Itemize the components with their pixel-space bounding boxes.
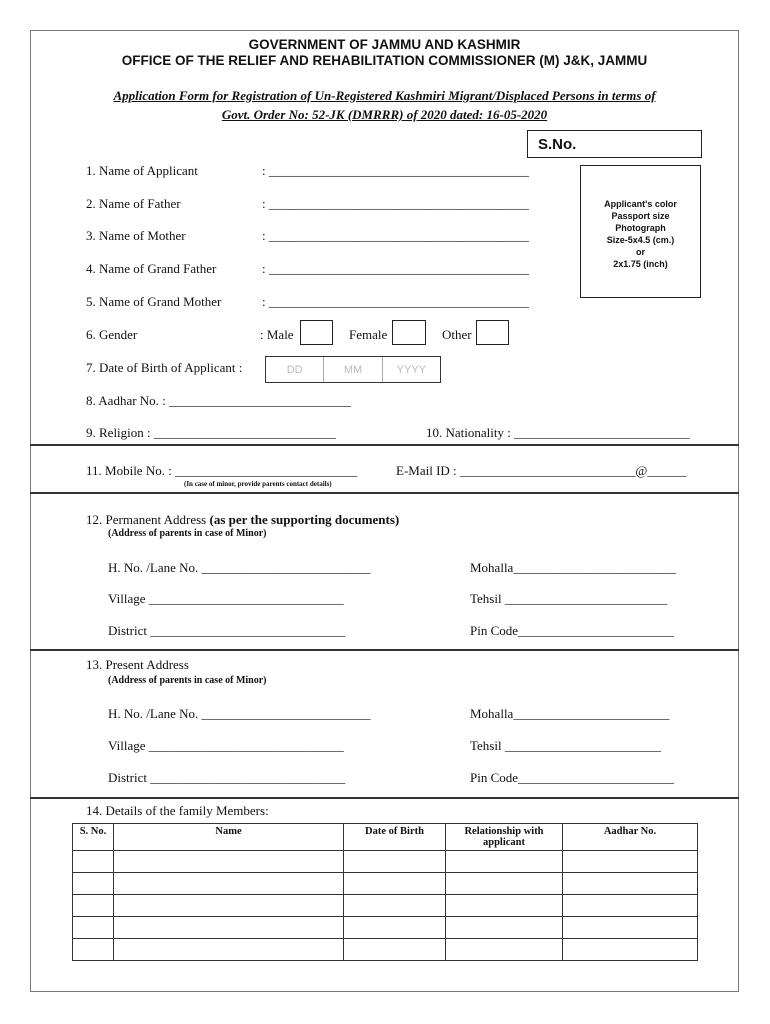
table-cell[interactable] [73, 873, 114, 895]
table-cell[interactable] [446, 873, 563, 895]
column-header: Date of Birth [344, 824, 446, 851]
permanent-heading-text: 12. Permanent Address [86, 512, 207, 527]
dob-month[interactable]: MM [324, 357, 382, 382]
table-cell[interactable] [563, 895, 698, 917]
table-cell[interactable] [563, 917, 698, 939]
label-female: Female [349, 327, 388, 342]
column-header: S. No. [73, 824, 114, 851]
label-male: : Male [260, 327, 294, 342]
table-row [73, 873, 698, 895]
table-cell[interactable] [344, 851, 446, 873]
label-gender: 6. Gender [86, 327, 138, 342]
divider [30, 649, 739, 651]
divider [30, 444, 739, 446]
table-cell[interactable] [563, 873, 698, 895]
dob-day[interactable]: DD [266, 357, 324, 382]
table-cell[interactable] [446, 851, 563, 873]
divider [30, 492, 739, 494]
mobile-note: (In case of minor, provide parents contact details) [184, 480, 332, 488]
aadhar-field[interactable]: 8. Aadhar No. : ____________________________ [86, 393, 352, 408]
present-district-field[interactable]: District ______________________________ [108, 770, 346, 785]
table-row [73, 939, 698, 961]
column-header: Name [114, 824, 344, 851]
family-heading: 14. Details of the family Members: [86, 803, 269, 818]
table-cell[interactable] [73, 895, 114, 917]
mobile-field[interactable]: 11. Mobile No. : ____________________________ [86, 463, 358, 478]
permanent-note: (Address of parents in case of Minor) [108, 528, 267, 539]
table-cell[interactable] [563, 939, 698, 961]
table-cell[interactable] [114, 939, 344, 961]
table-row [73, 895, 698, 917]
checkbox-female[interactable] [392, 320, 426, 345]
permanent-village-field[interactable]: Village ______________________________ [108, 591, 344, 606]
input-name-applicant[interactable]: : ________________________________________ [262, 163, 529, 178]
form-title-line2: Govt. Order No: 52-JK (DMRRR) of 2020 dated: 16-05-2020 [221, 107, 548, 122]
table-cell[interactable] [114, 895, 344, 917]
photo-text-6: 2x1.75 (inch) [613, 259, 668, 269]
photo-text-5: or [636, 247, 645, 257]
table-header-row [73, 824, 698, 851]
header-office: OFFICE OF THE RELIEF AND REHABILITATION COMMISSIONER (M) J&K, JAMMU [121, 53, 648, 68]
present-pin-field[interactable]: Pin Code________________________ [470, 770, 675, 785]
table-cell[interactable] [344, 895, 446, 917]
table-cell[interactable] [344, 917, 446, 939]
dob-year[interactable]: YYYY [396, 364, 426, 376]
photo-text-2: Passport size [611, 211, 670, 221]
present-address-heading: 13. Present Address [86, 657, 189, 672]
table-row [73, 851, 698, 873]
permanent-heading-bold: (as per the supporting documents) [209, 512, 400, 527]
label-name-mother: 3. Name of Mother [86, 228, 186, 243]
label-name-applicant: 1. Name of Applicant [86, 163, 198, 178]
checkbox-male[interactable] [300, 320, 333, 345]
checkbox-other[interactable] [476, 320, 509, 345]
email-field[interactable]: E-Mail ID : ___________________________@______ [396, 463, 687, 478]
table-cell[interactable] [563, 851, 698, 873]
table-cell[interactable] [73, 851, 114, 873]
serial-number-box[interactable]: S.No. [527, 130, 702, 158]
label-name-grandfather: 4. Name of Grand Father [86, 261, 217, 276]
table-cell[interactable] [446, 917, 563, 939]
present-hno-field[interactable]: H. No. /Lane No. __________________________ [108, 706, 371, 721]
present-tehsil-field[interactable]: Tehsil ________________________ [470, 738, 661, 753]
header-government: GOVERNMENT OF JAMMU AND KASHMIR [248, 37, 521, 52]
table-cell[interactable] [114, 873, 344, 895]
photo-text-4: Size-5x4.5 (cm.) [606, 235, 675, 245]
table-cell[interactable] [73, 939, 114, 961]
nationality-field[interactable]: 10. Nationality : ___________________________ [426, 425, 690, 440]
present-mohalla-field[interactable]: Mohalla________________________ [470, 706, 670, 721]
input-name-grandfather[interactable]: : ________________________________________ [262, 261, 529, 276]
permanent-district-field[interactable]: District ______________________________ [108, 623, 346, 638]
divider [30, 797, 739, 799]
table-cell[interactable] [114, 917, 344, 939]
present-village-field[interactable]: Village ______________________________ [108, 738, 344, 753]
column-header: Aadhar No. [563, 824, 698, 851]
permanent-hno-field[interactable]: H. No. /Lane No. __________________________ [108, 560, 371, 575]
table-cell[interactable] [446, 895, 563, 917]
table-cell[interactable] [446, 939, 563, 961]
religion-field[interactable]: 9. Religion : ____________________________ [86, 425, 336, 440]
table-row [73, 917, 698, 939]
label-dob: 7. Date of Birth of Applicant : [86, 360, 243, 375]
table-cell[interactable] [344, 939, 446, 961]
permanent-tehsil-field[interactable]: Tehsil _________________________ [470, 591, 668, 606]
label-other: Other [442, 327, 472, 342]
photo-text-3: Photograph [615, 223, 666, 233]
family-members-table [72, 823, 698, 961]
present-note: (Address of parents in case of Minor) [108, 675, 267, 686]
table-cell[interactable] [114, 851, 344, 873]
label-name-father: 2. Name of Father [86, 196, 181, 211]
photo-box[interactable] [580, 165, 701, 298]
dob-input[interactable] [265, 356, 441, 383]
permanent-pin-field[interactable]: Pin Code________________________ [470, 623, 675, 638]
photo-text-1: Applicant's color [604, 199, 677, 209]
input-name-father[interactable]: : ________________________________________ [262, 196, 529, 211]
table-cell[interactable] [73, 917, 114, 939]
input-name-grandmother[interactable]: : ________________________________________ [262, 294, 529, 309]
column-header: Relationship with applicant [446, 824, 563, 851]
permanent-mohalla-field[interactable]: Mohalla_________________________ [470, 560, 676, 575]
permanent-address-heading [86, 512, 399, 528]
label-name-grandmother: 5. Name of Grand Mother [86, 294, 222, 309]
form-title-line1: Application Form for Registration of Un-Registered Kashmiri Migrant/Displaced Persons in terms of [113, 88, 656, 103]
input-name-mother[interactable]: : ________________________________________ [262, 228, 529, 243]
table-cell[interactable] [344, 873, 446, 895]
